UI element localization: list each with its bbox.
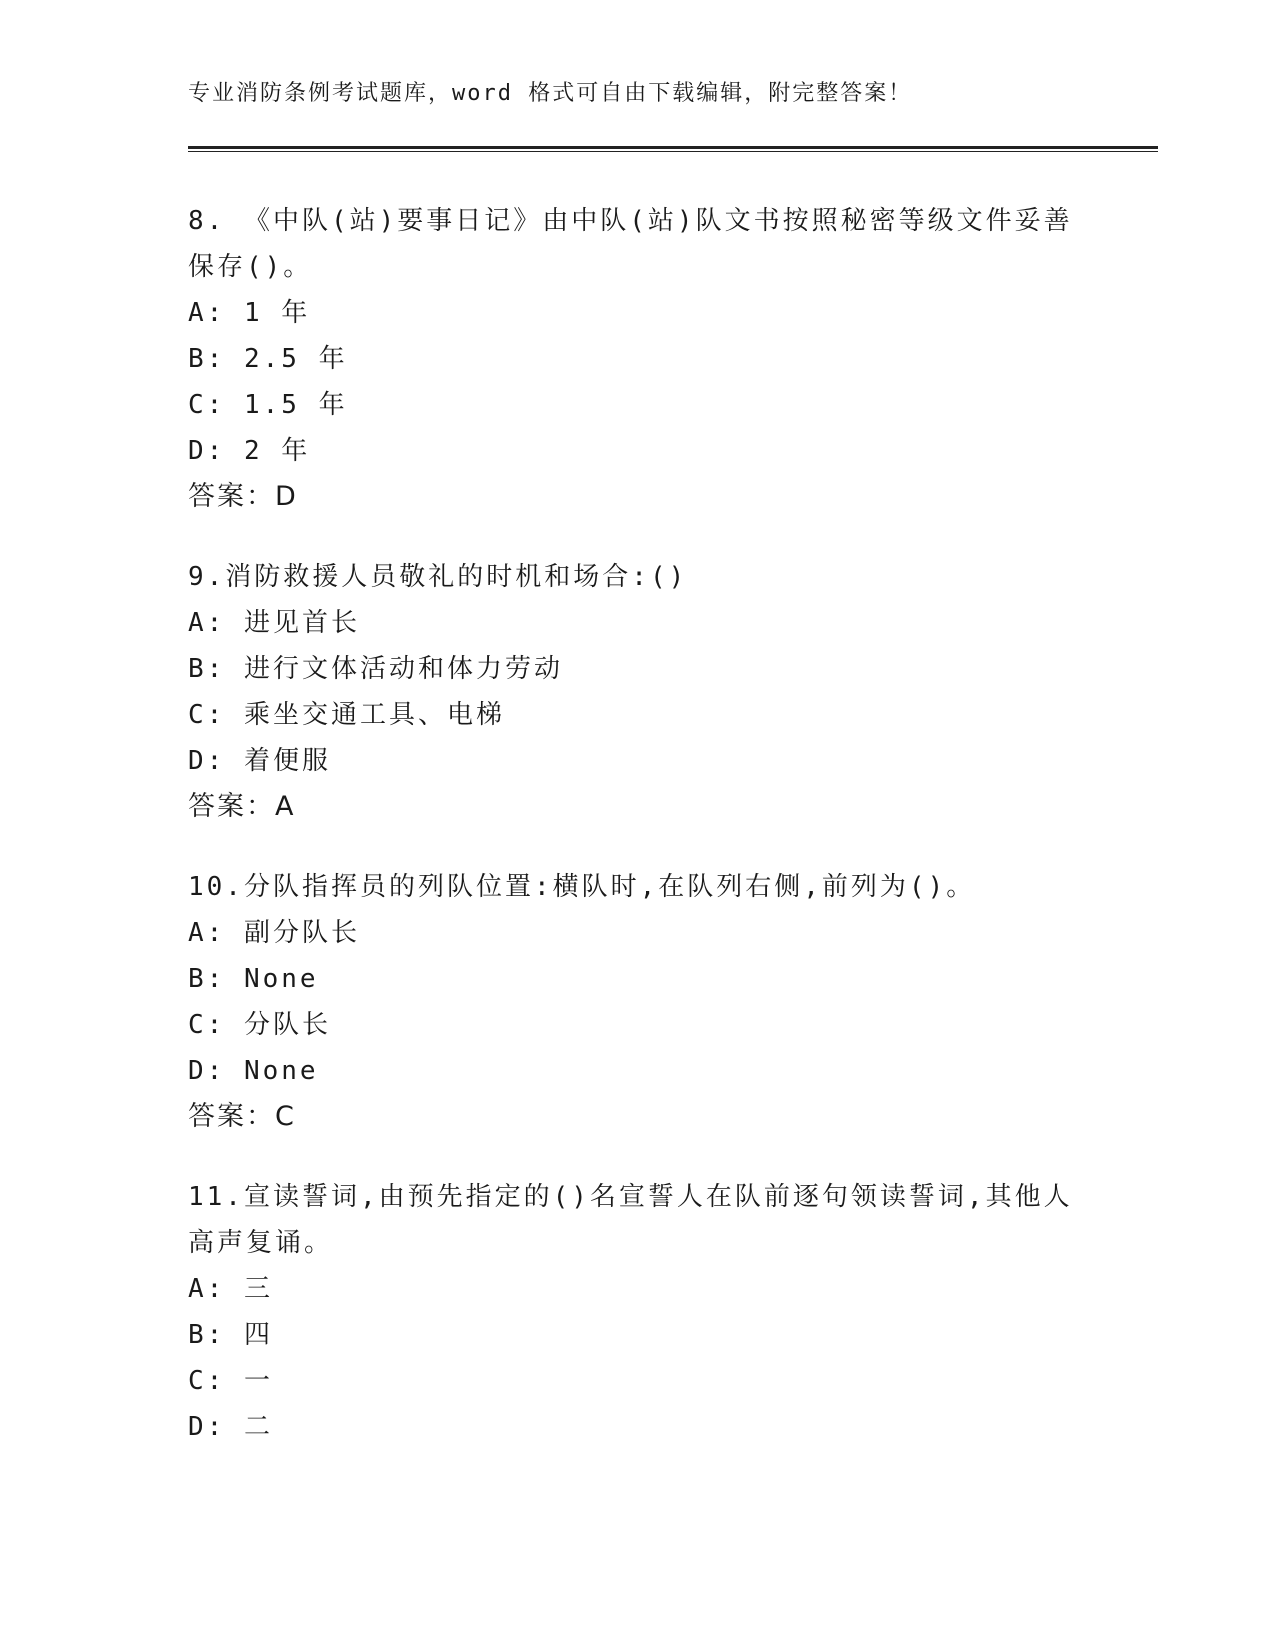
question-text: 8. 《中队(站)要事日记》由中队(站)队文书按照秘密等级文件妥善保存()。 xyxy=(188,206,1073,282)
page-header-text: 专业消防条例考试题库，word 格式可自由下载编辑，附完整答案！ xyxy=(188,81,913,106)
answer-line: 答案：D xyxy=(188,481,298,512)
option-c: C: 乘坐交通工具、电梯 xyxy=(188,700,505,730)
option-d: D: None xyxy=(188,1056,319,1086)
option-a: A: 副分队长 xyxy=(188,918,360,948)
header-divider-thick xyxy=(188,146,1158,149)
question-text: 10.分队指挥员的列队位置:横队时,在队列右侧,前列为()。 xyxy=(188,872,976,902)
answer-line: 答案：A xyxy=(188,791,296,822)
option-a: A: 进见首长 xyxy=(188,608,360,638)
option-d: D: 2 年 xyxy=(188,436,311,466)
option-b: B: 进行文体活动和体力劳动 xyxy=(188,654,563,684)
option-c: C: 一 xyxy=(188,1366,273,1396)
question-list xyxy=(188,198,1088,1484)
option-a: A: 三 xyxy=(188,1274,273,1304)
option-b: B: 四 xyxy=(188,1320,273,1350)
option-c: C: 分队长 xyxy=(188,1010,331,1040)
question-9 xyxy=(188,554,1088,830)
header-divider-thin xyxy=(188,151,1158,152)
answer-line: 答案：C xyxy=(188,1101,296,1132)
option-d: D: 着便服 xyxy=(188,746,331,776)
option-b: B: None xyxy=(188,964,319,994)
question-10 xyxy=(188,864,1088,1140)
question-11 xyxy=(188,1174,1088,1450)
question-8 xyxy=(188,198,1088,520)
question-text: 11.宣读誓词,由预先指定的()名宣誓人在队前逐句领读誓词,其他人高声复诵。 xyxy=(188,1182,1073,1258)
option-a: A: 1 年 xyxy=(188,298,311,328)
option-d: D: 二 xyxy=(188,1412,273,1442)
question-text: 9.消防救援人员敬礼的时机和场合:() xyxy=(188,562,688,592)
option-c: C: 1.5 年 xyxy=(188,390,348,420)
option-b: B: 2.5 年 xyxy=(188,344,348,374)
